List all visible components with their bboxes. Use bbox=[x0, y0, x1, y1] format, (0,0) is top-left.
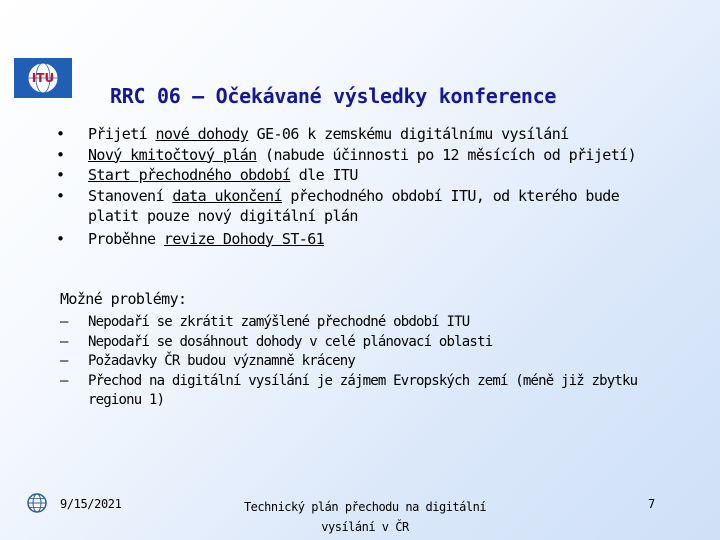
footer-title: Technický plán přechodu na digitální vysílání v ČR bbox=[243, 500, 487, 534]
dash-mark: – bbox=[60, 353, 68, 369]
problems-list bbox=[60, 313, 660, 411]
itu-logo bbox=[14, 58, 72, 98]
slide-title: RRC 06 – Očekávané výsledky konference bbox=[110, 84, 557, 108]
bullet-item: • Přijetí nové dohody GE-06 k zemskému digitálnímu vysílání bbox=[56, 125, 569, 143]
bullet-item: • Stanovení data ukončení přechodného období ITU, od kterého bude platit pouze nový digitální plán bbox=[56, 186, 620, 225]
bullet-item: • Start přechodného období dle ITU bbox=[56, 166, 358, 184]
hyperlink[interactable]: revize Dohody ST-61 bbox=[163, 229, 325, 248]
bullet-mark: • bbox=[56, 145, 65, 164]
hyperlink[interactable]: nové dohody bbox=[155, 125, 249, 143]
dash-mark: – bbox=[60, 333, 68, 350]
problem-item: – Požadavky ČR budou významně kráceny bbox=[60, 352, 660, 372]
itu-logo-text: ITU bbox=[31, 71, 55, 85]
problem-item: – Nepodaří se dosáhnout dohody v celé plánovací oblasti bbox=[60, 333, 660, 353]
footer-date: 9/15/2021 bbox=[60, 497, 122, 511]
problem-item: – Přechod na digitální vysílání je zájmem Evropských zemí (méně již zbytku regionu 1) bbox=[60, 372, 638, 408]
hyperlink[interactable]: data ukončení bbox=[172, 186, 282, 205]
globe-icon bbox=[26, 492, 48, 514]
page-number: 7 bbox=[648, 497, 656, 511]
problem-item: – Nepodaří se zkrátit zamýšlené přechodné období ITU bbox=[60, 313, 660, 333]
bullet-item: • Nový kmitočtový plán (nabude účinnosti po 12 měsících od přijetí) bbox=[56, 145, 637, 164]
bullet-mark: • bbox=[56, 229, 65, 248]
dash-mark: – bbox=[60, 314, 68, 330]
problems-heading: Možné problémy: bbox=[60, 290, 187, 308]
bullet-mark: • bbox=[56, 166, 65, 184]
hyperlink[interactable]: Nový kmitočtový plán bbox=[88, 145, 257, 164]
bullet-list bbox=[56, 124, 666, 249]
bullet-mark: • bbox=[56, 186, 65, 205]
bullet-mark: • bbox=[56, 125, 65, 143]
hyperlink[interactable]: Start přechodného období bbox=[88, 166, 291, 184]
bullet-item: • Proběhne revize Dohody ST-61 bbox=[56, 229, 325, 248]
dash-mark: – bbox=[60, 372, 68, 389]
